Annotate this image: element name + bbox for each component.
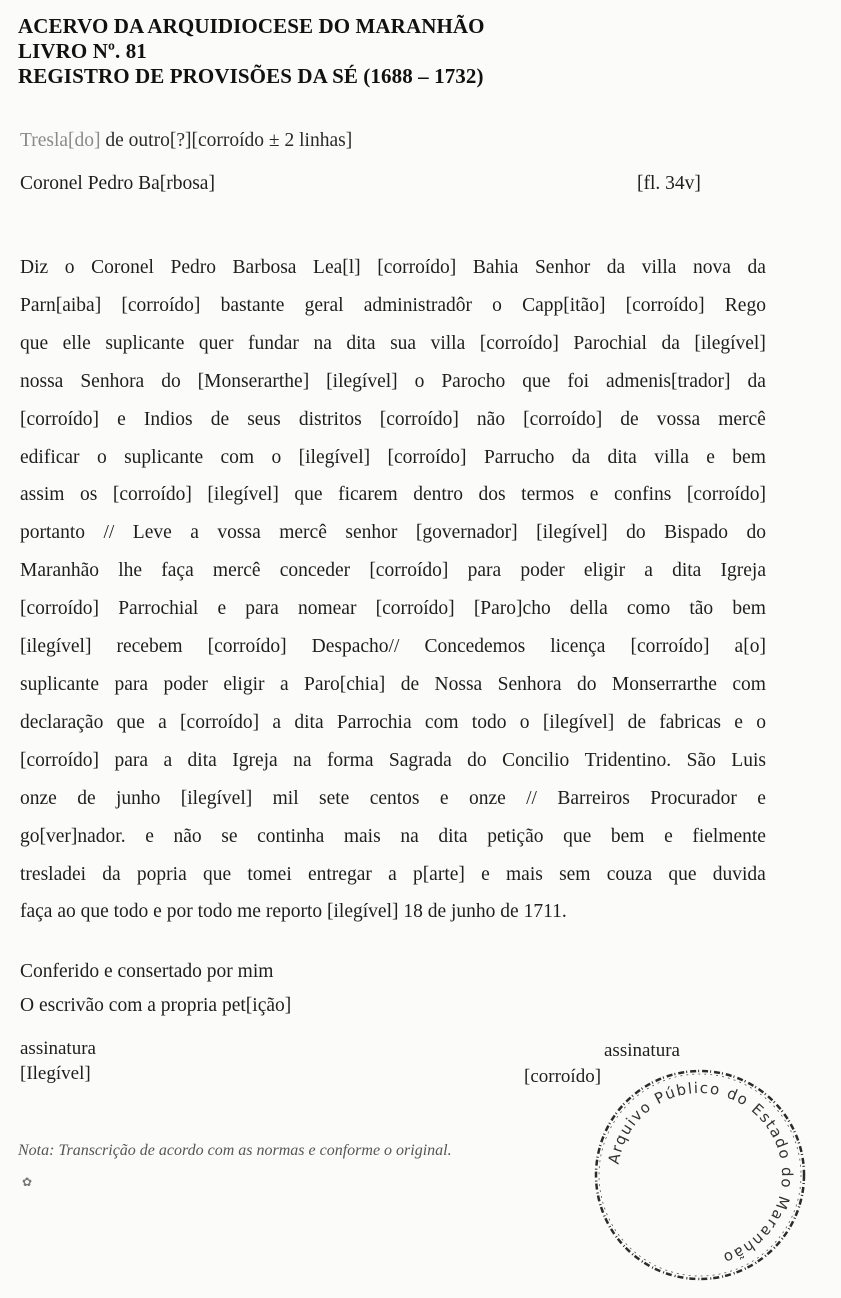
signature-left-value: [Ilegível] — [20, 1063, 91, 1084]
archive-header — [18, 14, 485, 89]
translation-note — [20, 130, 352, 152]
body-line: go[ver]nador. e não se continha mais na dita petição que bem e fielmente — [20, 825, 766, 847]
closing-block — [20, 955, 291, 1023]
body-line: declaração que a [corroído] a dita Parrochia com todo o [ilegível] de fabricas e o — [20, 711, 766, 733]
body-line: edificar o suplicante com o [ilegível] [corroído] Parrucho da dita villa e bem — [20, 446, 766, 468]
ink-smudge-icon: ✿ — [22, 1175, 33, 1189]
archive-seal-stamp — [585, 1060, 815, 1290]
body-line: assim os [corroído] [ilegível] que ficarem dentro dos termos e confins [corroído] — [20, 484, 766, 506]
body-line: [corroído] Parrochial e para nomear [corroído] [Paro]cho della como tão bem — [20, 598, 766, 620]
body-line: suplicante para poder eligir a Paro[chia] de Nossa Senhora do Monserrarthe com — [20, 673, 766, 695]
closing-line-conferido: Conferido e consertado por mim — [20, 961, 274, 982]
body-line: [corroído] para a dita Igreja na forma Sagrada do Concilio Tridentino. São Luis — [20, 749, 766, 771]
signature-left-label: assinatura — [20, 1038, 96, 1059]
folio-reference: [fl. 34v] — [637, 173, 701, 194]
signature-left — [20, 1036, 96, 1086]
body-line: tresladei da popria que tomei entregar a p[arte] e mais sem couza que duvida — [20, 863, 766, 885]
signature-right-label: assinatura — [604, 1040, 680, 1061]
translation-note-faded: Tresla[do] — [20, 130, 101, 151]
svg-text:Arquivo Público do Estado do M: Arquivo Público do Estado do Maranhão — [604, 1078, 797, 1268]
subject-line: Coronel Pedro Ba[rbosa] — [20, 173, 215, 194]
signature-right-value: [corroído] — [524, 1066, 602, 1087]
body-line: [ilegível] recebem [corroído] Despacho// Concedemos licença [corroído] a[o] — [20, 636, 766, 658]
body-line: onze de junho [ilegível] mil sete centos e onze // Barreiros Procurador e — [20, 787, 766, 809]
body-line: que elle suplicante quer fundar na dita sua villa [corroído] Parochial da [ilegível] — [20, 332, 766, 354]
body-line: Diz o Coronel Pedro Barbosa Lea[l] [corroído] Bahia Senhor da villa nova da — [20, 257, 766, 278]
transcription-body — [20, 249, 766, 931]
body-line: Maranhão lhe faça mercê conceder [corroído] para poder eligir a dita Igreja — [20, 560, 766, 582]
transcription-note: Nota: Transcrição de acordo com as normas e conforme o original. — [18, 1142, 452, 1159]
archive-title: ACERVO DA ARQUIDIOCESE DO MARANHÃO — [18, 14, 485, 38]
body-line: Parn[aiba] [corroído] bastante geral administradôr o Capp[itão] [corroído] Rego — [20, 294, 766, 316]
register-title: REGISTRO DE PROVISÕES DA SÉ (1688 – 1732) — [18, 64, 484, 88]
body-line: faça ao que todo e por todo me reporto [ilegível] 18 de junho de 1711. — [20, 901, 567, 923]
body-line: portanto // Leve a vossa mercê senhor [governador] [ilegível] do Bispado do — [20, 522, 766, 544]
closing-line-escrivao: O escrivão com a propria pet[ição] — [20, 995, 292, 1016]
body-line: nossa Senhora do [Monserarthe] [ilegível] o Parocho que foi admenis[trador] da — [20, 370, 766, 392]
book-number: LIVRO Nº. 81 — [18, 39, 147, 63]
translation-note-rest: de outro[?][corroído ± 2 linhas] — [100, 130, 353, 151]
body-line: [corroído] e Indios de seus distritos [corroído] não [corroído] de vossa mercê — [20, 408, 766, 430]
